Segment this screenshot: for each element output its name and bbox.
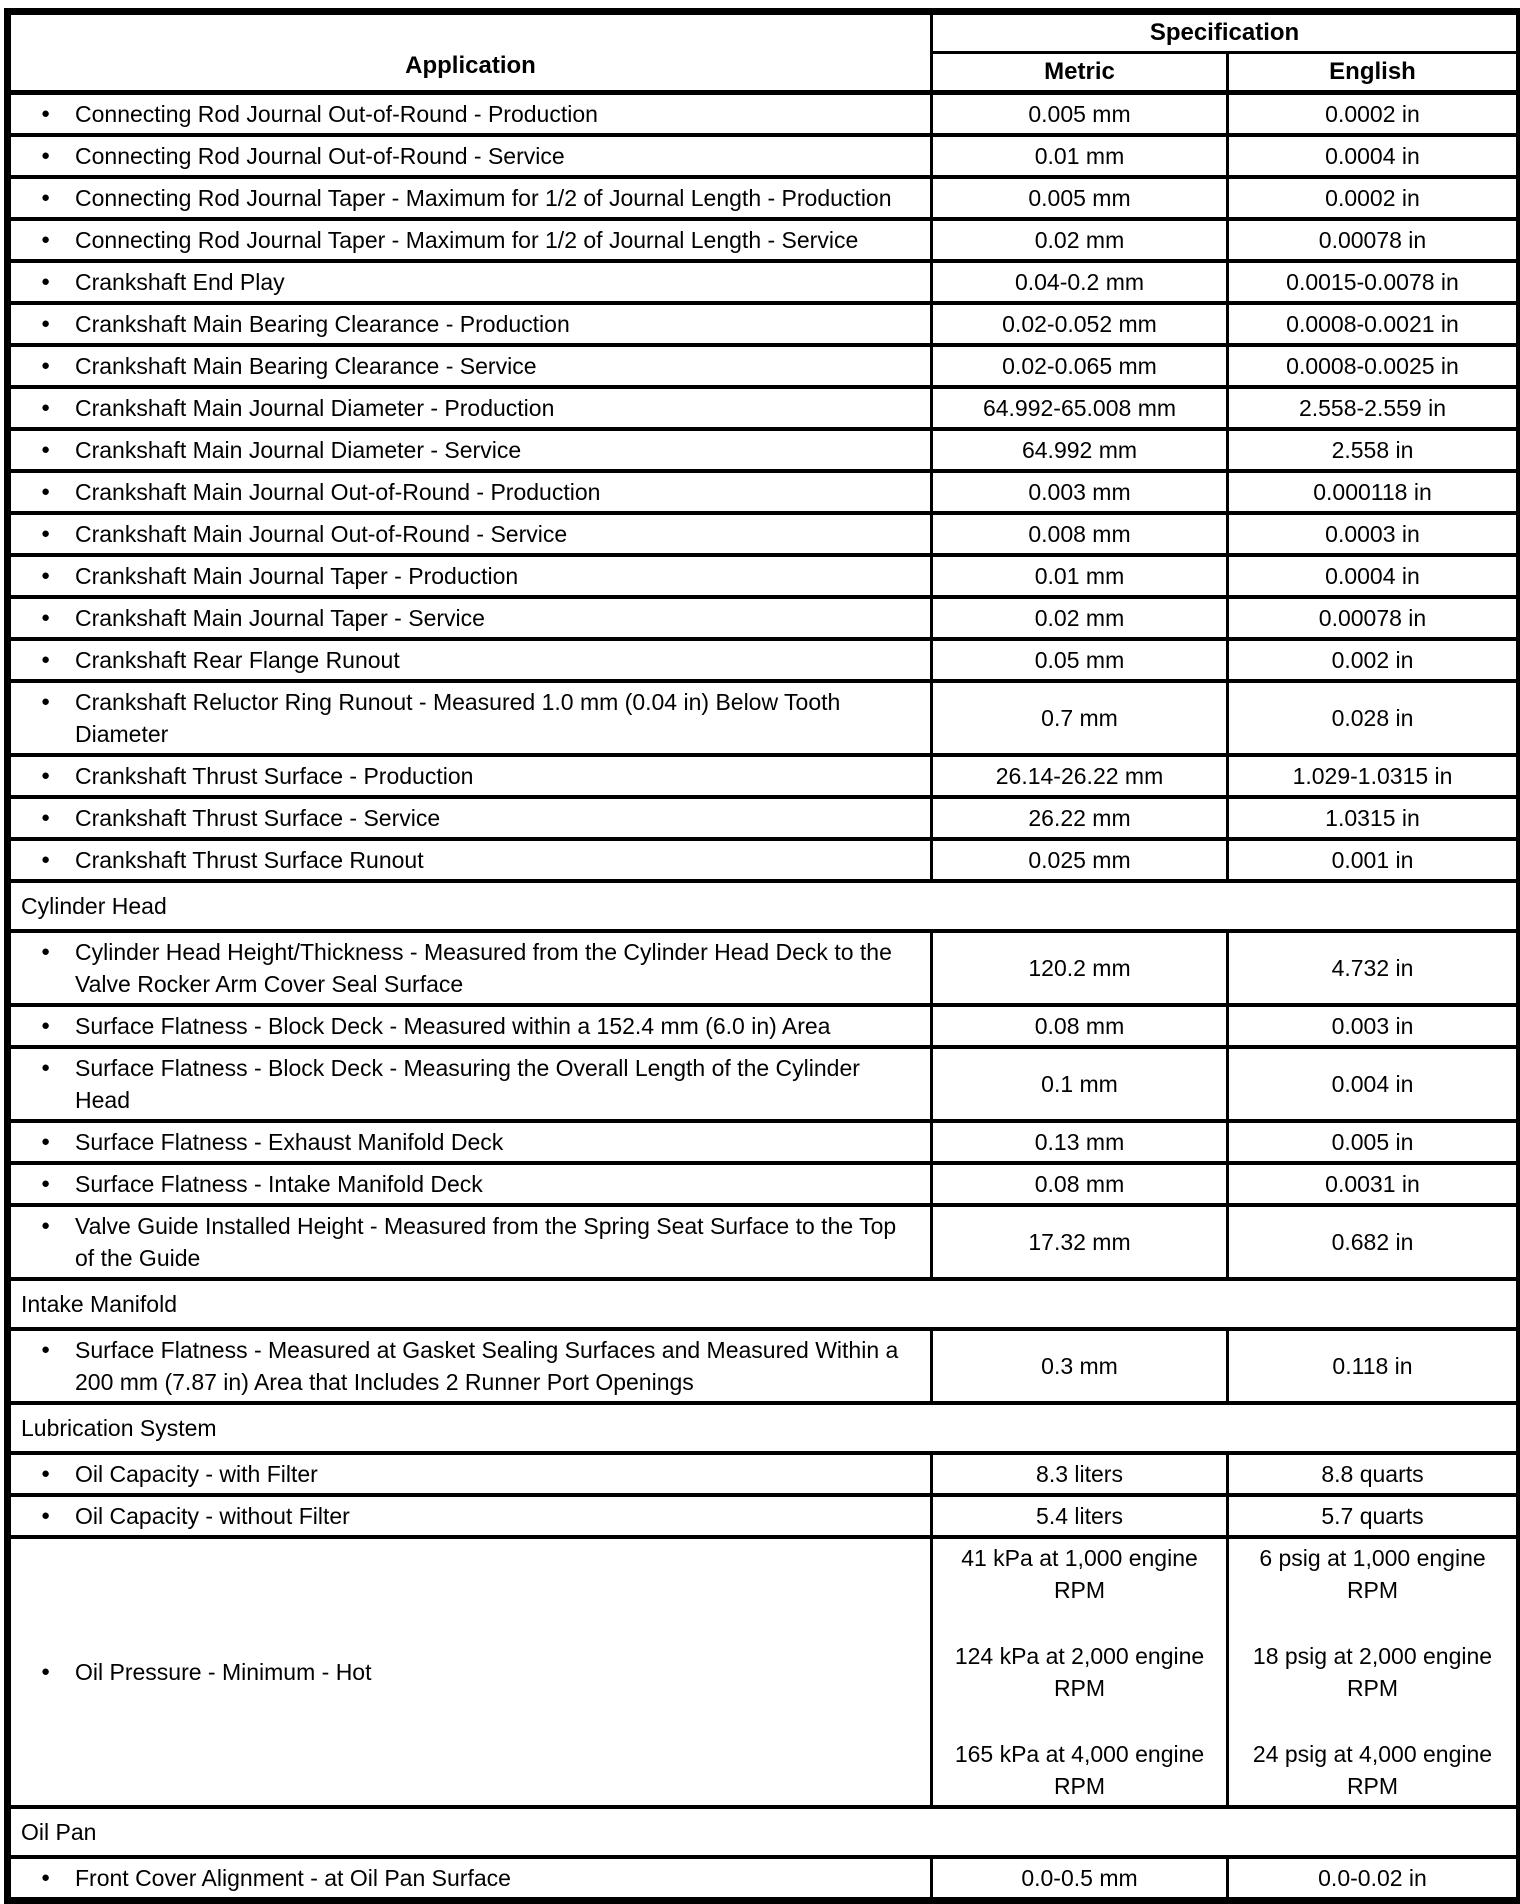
bullet-icon: ● bbox=[41, 1869, 51, 1886]
table-row bbox=[8, 797, 1520, 839]
bullet-icon: ● bbox=[41, 943, 51, 960]
table-row bbox=[8, 1163, 1520, 1205]
metric-value-cell bbox=[932, 639, 1228, 681]
section-row bbox=[8, 1807, 1520, 1857]
metric-value-cell bbox=[932, 345, 1228, 387]
metric-value-cell bbox=[932, 1121, 1228, 1163]
application-label: Front Cover Alignment - at Oil Pan Surface bbox=[75, 1865, 511, 1891]
application-label: Crankshaft Main Journal Out-of-Round - Production bbox=[75, 479, 601, 505]
table-row bbox=[8, 1047, 1520, 1121]
application-cell bbox=[8, 839, 932, 881]
section-title: Cylinder Head bbox=[8, 881, 1520, 931]
english-value: 0.002 in bbox=[1331, 647, 1414, 673]
application-label: Crankshaft Main Journal Diameter - Service bbox=[75, 437, 522, 463]
bullet-icon: ● bbox=[41, 231, 51, 248]
metric-value: 0.1 mm bbox=[1041, 1071, 1118, 1097]
english-value: 0.003 in bbox=[1331, 1013, 1414, 1039]
application-label: Oil Capacity - without Filter bbox=[75, 1503, 350, 1529]
section-title: Lubrication System bbox=[8, 1403, 1520, 1453]
application-label: Crankshaft Main Bearing Clearance - Service bbox=[75, 353, 537, 379]
english-value: 0.0004 in bbox=[1325, 563, 1420, 589]
metric-value: 0.05 mm bbox=[1034, 647, 1125, 673]
application-cell bbox=[8, 1329, 932, 1403]
table-header bbox=[8, 12, 1520, 93]
application-cell bbox=[8, 681, 932, 755]
application-label: Connecting Rod Journal Out-of-Round - Service bbox=[75, 143, 565, 169]
english-value-cell bbox=[1228, 1005, 1520, 1047]
english-value-cell bbox=[1228, 387, 1520, 429]
application-cell bbox=[8, 1205, 932, 1279]
metric-value-cell bbox=[932, 1329, 1228, 1403]
metric-value-cell bbox=[932, 303, 1228, 345]
metric-value-cell bbox=[932, 1163, 1228, 1205]
section-row bbox=[8, 1279, 1520, 1329]
table-row bbox=[8, 1205, 1520, 1279]
application-label: Crankshaft Main Bearing Clearance - Production bbox=[75, 311, 570, 337]
english-value-cell bbox=[1228, 1205, 1520, 1279]
application-cell bbox=[8, 1495, 932, 1537]
english-value-cell bbox=[1228, 597, 1520, 639]
application-label: Crankshaft End Play bbox=[75, 269, 285, 295]
metric-value-cell bbox=[932, 931, 1228, 1005]
metric-value-cell bbox=[932, 755, 1228, 797]
english-value-cell bbox=[1228, 429, 1520, 471]
english-value: 8.8 quarts bbox=[1321, 1461, 1424, 1487]
application-label: Cylinder Head Height/Thickness - Measured from the Cylinder Head Deck to the Valve Rocker Arm Cover Seal Surface bbox=[75, 939, 892, 997]
table-row bbox=[8, 597, 1520, 639]
application-label: Surface Flatness - Block Deck - Measuring the Overall Length of the Cylinder Head bbox=[75, 1055, 860, 1113]
application-label: Crankshaft Main Journal Diameter - Production bbox=[75, 395, 555, 421]
english-value: 0.0031 in bbox=[1325, 1171, 1420, 1197]
english-value-cell bbox=[1228, 1857, 1520, 1901]
bullet-icon: ● bbox=[41, 315, 51, 332]
english-value-cell bbox=[1228, 797, 1520, 839]
metric-column-header: Metric bbox=[932, 53, 1228, 93]
metric-value: 64.992 mm bbox=[1021, 437, 1138, 463]
english-value: 2.558-2.559 in bbox=[1298, 395, 1447, 421]
english-value: 0.028 in bbox=[1331, 705, 1414, 731]
metric-value-cell bbox=[932, 1047, 1228, 1121]
metric-value: 0.02 mm bbox=[1034, 605, 1125, 631]
table-row bbox=[8, 429, 1520, 471]
english-value-cell bbox=[1228, 1163, 1520, 1205]
metric-value-cell bbox=[932, 177, 1228, 219]
metric-value: 41 kPa at 1,000 engine RPM bbox=[961, 1545, 1198, 1603]
application-cell bbox=[8, 429, 932, 471]
metric-value: 0.02-0.065 mm bbox=[1002, 353, 1157, 379]
application-label: Crankshaft Main Journal Taper - Service bbox=[75, 605, 485, 631]
application-label: Crankshaft Thrust Surface - Production bbox=[75, 763, 474, 789]
application-cell bbox=[8, 1857, 932, 1901]
metric-value-cell bbox=[932, 135, 1228, 177]
bullet-icon: ● bbox=[41, 189, 51, 206]
metric-value-cell bbox=[932, 681, 1228, 755]
application-cell bbox=[8, 1163, 932, 1205]
application-label: Crankshaft Main Journal Taper - Production bbox=[75, 563, 519, 589]
bullet-icon: ● bbox=[41, 609, 51, 626]
application-cell bbox=[8, 93, 932, 136]
application-cell bbox=[8, 303, 932, 345]
metric-value-cell bbox=[932, 1857, 1228, 1901]
bullet-icon: ● bbox=[41, 1217, 51, 1234]
section-row bbox=[8, 881, 1520, 931]
application-cell bbox=[8, 177, 932, 219]
section-row bbox=[8, 1403, 1520, 1453]
application-cell bbox=[8, 1005, 932, 1047]
table-row bbox=[8, 1495, 1520, 1537]
english-value-cell bbox=[1228, 93, 1520, 136]
metric-value-cell bbox=[932, 219, 1228, 261]
table-row bbox=[8, 1329, 1520, 1403]
english-value-cell bbox=[1228, 639, 1520, 681]
english-value-cell bbox=[1228, 1495, 1520, 1537]
metric-value: 124 kPa at 2,000 engine RPM bbox=[954, 1643, 1205, 1701]
application-cell bbox=[8, 261, 932, 303]
bullet-icon: ● bbox=[41, 1341, 51, 1358]
english-value: 0.0-0.02 in bbox=[1318, 1865, 1427, 1891]
english-value: 5.7 quarts bbox=[1321, 1503, 1424, 1529]
english-value-cell bbox=[1228, 219, 1520, 261]
bullet-icon: ● bbox=[41, 1059, 51, 1076]
application-label: Crankshaft Rear Flange Runout bbox=[75, 647, 400, 673]
metric-value-cell bbox=[932, 261, 1228, 303]
english-value-cell bbox=[1228, 1047, 1520, 1121]
table-row bbox=[8, 513, 1520, 555]
metric-value: 26.14-26.22 mm bbox=[995, 763, 1164, 789]
english-value-cell bbox=[1228, 931, 1520, 1005]
metric-value-cell bbox=[932, 797, 1228, 839]
application-cell bbox=[8, 471, 932, 513]
metric-value: 0.01 mm bbox=[1034, 563, 1125, 589]
metric-value: 0.02-0.052 mm bbox=[1002, 311, 1157, 337]
bullet-icon: ● bbox=[41, 809, 51, 826]
english-value-cell bbox=[1228, 135, 1520, 177]
metric-value: 5.4 liters bbox=[1036, 1503, 1123, 1529]
application-label: Connecting Rod Journal Out-of-Round - Production bbox=[75, 101, 598, 127]
application-label: Surface Flatness - Measured at Gasket Sealing Surfaces and Measured Within a 200 mm (7.87 in) Area that Includes 2 Runner Port Openings bbox=[75, 1337, 899, 1395]
metric-value-cell bbox=[932, 1205, 1228, 1279]
metric-value: 0.04-0.2 mm bbox=[1014, 269, 1145, 295]
metric-value: 26.22 mm bbox=[1028, 805, 1131, 831]
bullet-icon: ● bbox=[41, 851, 51, 868]
metric-value: 0.08 mm bbox=[1034, 1171, 1125, 1197]
english-value: 24 psig at 4,000 engine RPM bbox=[1252, 1741, 1493, 1799]
metric-value: 0.008 mm bbox=[1028, 521, 1131, 547]
metric-value: 0.005 mm bbox=[1028, 185, 1131, 211]
application-label: Oil Capacity - with Filter bbox=[75, 1461, 318, 1487]
table-row bbox=[8, 387, 1520, 429]
metric-value-cell bbox=[932, 555, 1228, 597]
bullet-icon: ● bbox=[41, 105, 51, 122]
application-label: Crankshaft Reluctor Ring Runout - Measured 1.0 mm (0.04 in) Below Tooth Diameter bbox=[75, 689, 841, 747]
application-label: Crankshaft Main Journal Out-of-Round - Service bbox=[75, 521, 568, 547]
metric-value: 64.992-65.008 mm bbox=[982, 395, 1177, 421]
application-cell bbox=[8, 555, 932, 597]
metric-value: 120.2 mm bbox=[1028, 955, 1131, 981]
metric-value-cell bbox=[932, 1495, 1228, 1537]
metric-value: 165 kPa at 4,000 engine RPM bbox=[954, 1741, 1205, 1799]
application-cell bbox=[8, 219, 932, 261]
english-value: 0.0015-0.0078 in bbox=[1286, 269, 1459, 295]
table-row bbox=[8, 303, 1520, 345]
application-label: Surface Flatness - Block Deck - Measured within a 152.4 mm (6.0 in) Area bbox=[75, 1013, 831, 1039]
table-row bbox=[8, 839, 1520, 881]
metric-value-cell bbox=[932, 1453, 1228, 1495]
english-value-cell bbox=[1228, 1329, 1520, 1403]
application-label: Connecting Rod Journal Taper - Maximum for 1/2 of Journal Length - Service bbox=[75, 227, 859, 253]
application-column-header: Application bbox=[8, 12, 932, 93]
application-label: Surface Flatness - Exhaust Manifold Deck bbox=[75, 1129, 504, 1155]
metric-value: 17.32 mm bbox=[1028, 1229, 1131, 1255]
application-label: Connecting Rod Journal Taper - Maximum for 1/2 of Journal Length - Production bbox=[75, 185, 892, 211]
application-cell bbox=[8, 1047, 932, 1121]
table-row bbox=[8, 93, 1520, 136]
metric-value: 0.003 mm bbox=[1028, 479, 1131, 505]
application-cell bbox=[8, 931, 932, 1005]
english-value: 1.029-1.0315 in bbox=[1292, 763, 1453, 789]
metric-value-cell bbox=[932, 1005, 1228, 1047]
english-value: 0.00078 in bbox=[1318, 227, 1427, 253]
section-title: Intake Manifold bbox=[8, 1279, 1520, 1329]
table-row bbox=[8, 1121, 1520, 1163]
specification-column-header: Specification bbox=[932, 12, 1520, 53]
bullet-icon: ● bbox=[41, 767, 51, 784]
english-value: 0.0008-0.0025 in bbox=[1286, 353, 1459, 379]
table-row bbox=[8, 345, 1520, 387]
table-row bbox=[8, 681, 1520, 755]
english-value: 0.0002 in bbox=[1325, 185, 1420, 211]
english-value-cell bbox=[1228, 261, 1520, 303]
english-value: 0.0002 in bbox=[1325, 101, 1420, 127]
bullet-icon: ● bbox=[41, 651, 51, 668]
application-label: Valve Guide Installed Height - Measured from the Spring Seat Surface to the Top of the Guide bbox=[75, 1213, 897, 1271]
english-value: 0.00078 in bbox=[1318, 605, 1427, 631]
section-title: Oil Pan bbox=[8, 1807, 1520, 1857]
table-row bbox=[8, 177, 1520, 219]
english-value-cell bbox=[1228, 755, 1520, 797]
application-cell bbox=[8, 387, 932, 429]
table-row bbox=[8, 471, 1520, 513]
bullet-icon: ● bbox=[41, 1465, 51, 1482]
application-label: Crankshaft Thrust Surface Runout bbox=[75, 847, 424, 873]
english-value: 1.0315 in bbox=[1325, 805, 1420, 831]
english-value: 0.118 in bbox=[1332, 1353, 1413, 1379]
metric-value: 8.3 liters bbox=[1036, 1461, 1123, 1487]
application-cell bbox=[8, 1453, 932, 1495]
english-value-cell bbox=[1228, 1121, 1520, 1163]
application-cell bbox=[8, 135, 932, 177]
table-row bbox=[8, 1857, 1520, 1901]
english-value-cell bbox=[1228, 513, 1520, 555]
english-value-cell bbox=[1228, 1453, 1520, 1495]
english-value: 6 psig at 1,000 engine RPM bbox=[1259, 1545, 1486, 1603]
metric-value: 0.13 mm bbox=[1034, 1129, 1125, 1155]
application-label: Oil Pressure - Minimum - Hot bbox=[75, 1659, 372, 1685]
table-row bbox=[8, 1453, 1520, 1495]
english-column-header: English bbox=[1228, 53, 1520, 93]
table-row bbox=[8, 555, 1520, 597]
english-value: 0.001 in bbox=[1331, 847, 1414, 873]
metric-value-cell bbox=[932, 1537, 1228, 1807]
bullet-icon: ● bbox=[41, 1175, 51, 1192]
bullet-icon: ● bbox=[41, 441, 51, 458]
metric-value: 0.01 mm bbox=[1034, 143, 1125, 169]
english-value: 0.0008-0.0021 in bbox=[1286, 311, 1459, 337]
metric-value: 0.08 mm bbox=[1034, 1013, 1125, 1039]
bullet-icon: ● bbox=[41, 273, 51, 290]
bullet-icon: ● bbox=[41, 567, 51, 584]
table-row bbox=[8, 1005, 1520, 1047]
metric-value-cell bbox=[932, 429, 1228, 471]
table-row bbox=[8, 639, 1520, 681]
table-row bbox=[8, 1537, 1520, 1807]
english-value-cell bbox=[1228, 1537, 1520, 1807]
metric-value: 0.7 mm bbox=[1041, 705, 1118, 731]
application-cell bbox=[8, 345, 932, 387]
metric-value: 0.0-0.5 mm bbox=[1021, 1865, 1138, 1891]
bullet-icon: ● bbox=[41, 399, 51, 416]
metric-value-cell bbox=[932, 513, 1228, 555]
bullet-icon: ● bbox=[41, 693, 51, 710]
application-cell bbox=[8, 513, 932, 555]
english-value-cell bbox=[1228, 471, 1520, 513]
english-value: 18 psig at 2,000 engine RPM bbox=[1252, 1643, 1493, 1701]
english-value: 4.732 in bbox=[1331, 955, 1414, 981]
metric-value: 0.005 mm bbox=[1028, 101, 1131, 127]
english-value: 0.005 in bbox=[1331, 1129, 1414, 1155]
bullet-icon: ● bbox=[41, 357, 51, 374]
bullet-icon: ● bbox=[41, 1507, 51, 1524]
application-cell bbox=[8, 1121, 932, 1163]
metric-value-cell bbox=[932, 471, 1228, 513]
application-label: Crankshaft Thrust Surface - Service bbox=[75, 805, 441, 831]
table-row bbox=[8, 931, 1520, 1005]
bullet-icon: ● bbox=[41, 147, 51, 164]
application-cell bbox=[8, 1537, 932, 1807]
english-value: 0.0003 in bbox=[1325, 521, 1420, 547]
application-label: Surface Flatness - Intake Manifold Deck bbox=[75, 1171, 483, 1197]
metric-value-cell bbox=[932, 839, 1228, 881]
header-row-1 bbox=[8, 12, 1520, 53]
english-value-cell bbox=[1228, 839, 1520, 881]
english-value: 0.682 in bbox=[1331, 1229, 1414, 1255]
metric-value-cell bbox=[932, 387, 1228, 429]
english-value-cell bbox=[1228, 303, 1520, 345]
application-cell bbox=[8, 797, 932, 839]
metric-value: 0.02 mm bbox=[1034, 227, 1125, 253]
metric-value: 0.3 mm bbox=[1041, 1353, 1118, 1379]
english-value-cell bbox=[1228, 555, 1520, 597]
metric-value-cell bbox=[932, 93, 1228, 136]
application-cell bbox=[8, 755, 932, 797]
english-value: 0.0004 in bbox=[1325, 143, 1420, 169]
english-value-cell bbox=[1228, 345, 1520, 387]
bullet-icon: ● bbox=[41, 483, 51, 500]
english-value: 0.004 in bbox=[1331, 1071, 1414, 1097]
application-cell bbox=[8, 597, 932, 639]
english-value: 0.000118 in bbox=[1313, 479, 1432, 505]
english-value: 2.558 in bbox=[1331, 437, 1414, 463]
table-row bbox=[8, 135, 1520, 177]
metric-value: 0.025 mm bbox=[1028, 847, 1131, 873]
table-row bbox=[8, 261, 1520, 303]
bullet-icon: ● bbox=[41, 1663, 51, 1680]
table-row bbox=[8, 219, 1520, 261]
table-row bbox=[8, 755, 1520, 797]
bullet-icon: ● bbox=[41, 1017, 51, 1034]
english-value-cell bbox=[1228, 681, 1520, 755]
metric-value-cell bbox=[932, 597, 1228, 639]
specification-table bbox=[4, 8, 1520, 1904]
bullet-icon: ● bbox=[41, 1133, 51, 1150]
application-cell bbox=[8, 639, 932, 681]
table-body bbox=[8, 93, 1520, 1901]
bullet-icon: ● bbox=[41, 525, 51, 542]
english-value-cell bbox=[1228, 177, 1520, 219]
